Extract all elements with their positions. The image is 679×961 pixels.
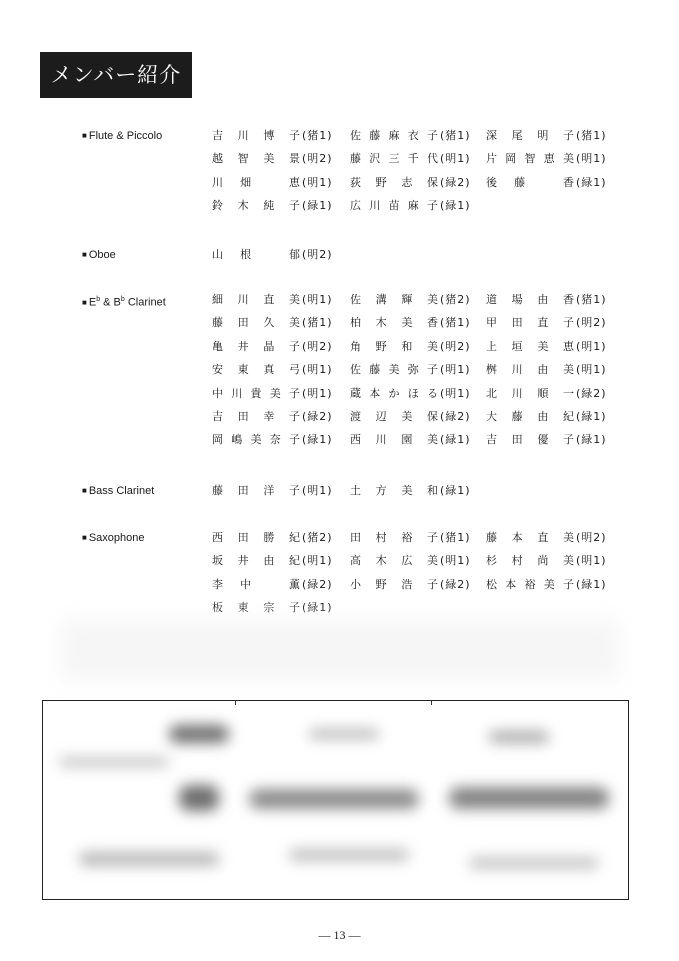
member-entry — [350, 288, 471, 311]
member-entry — [486, 288, 607, 311]
instrument-label — [82, 288, 166, 315]
bullet-square-icon: ■ — [82, 250, 87, 259]
member-name: 吉田優子 — [486, 433, 574, 447]
member-year: (猪1) — [440, 129, 471, 142]
member-name: 佐溝輝美 — [350, 293, 438, 306]
member-name: 吉川博子 — [212, 129, 300, 142]
member-year: (猪1) — [440, 316, 471, 330]
member-entry — [350, 479, 471, 502]
bullet-square-icon: ■ — [82, 297, 87, 307]
member-name: 板東宗子 — [212, 601, 300, 615]
member-year: (明1) — [302, 484, 333, 497]
instrument-name-part: Clarinet — [124, 296, 166, 309]
member-entry — [212, 573, 333, 596]
member-entry — [486, 147, 607, 170]
member-name: 田村裕子 — [350, 531, 438, 544]
member-year: (明2) — [440, 339, 471, 353]
instrument-label — [82, 124, 162, 148]
member-year: (明2) — [302, 339, 333, 353]
instrument-name-part: b — [96, 296, 101, 303]
member-entry — [350, 428, 471, 451]
member-name: 高木広美 — [350, 554, 438, 568]
member-entry — [212, 405, 333, 428]
member-year: (緑2) — [440, 410, 471, 423]
member-entry — [486, 124, 607, 147]
member-year: (明1) — [440, 152, 471, 166]
member-name: 片岡智恵美 — [486, 152, 574, 166]
member-year: (明1) — [576, 554, 607, 568]
faded-background-area — [60, 620, 620, 680]
member-entry — [212, 311, 333, 334]
instrument-name: Flute & Piccolo — [88, 130, 163, 142]
member-entry — [212, 288, 333, 311]
member-year: (明1) — [440, 363, 471, 377]
member-name: 甲田直子 — [486, 316, 574, 330]
member-year: (緑1) — [576, 433, 607, 447]
page-number: — 13 — — [318, 928, 361, 942]
member-year: (猪1) — [440, 531, 471, 544]
instrument-name-part: E — [88, 296, 97, 309]
member-year: (明1) — [302, 175, 333, 189]
member-name: 後藤 香 — [486, 175, 574, 189]
member-entry — [212, 428, 333, 451]
member-name: 李中 薫 — [212, 577, 300, 591]
member-entry — [486, 335, 607, 358]
member-year: (緑1) — [576, 577, 607, 591]
member-name: 佐藤美弥子 — [350, 363, 438, 377]
instrument-name-part: b — [120, 296, 125, 303]
member-entry — [212, 596, 333, 619]
member-name: 亀井晶子 — [212, 339, 300, 353]
member-name: 安東真弓 — [212, 363, 300, 377]
member-year: (緑2) — [440, 175, 471, 189]
member-name: 川畑 恵 — [212, 175, 300, 189]
instrument-label — [82, 243, 116, 267]
member-entry — [350, 573, 471, 596]
member-entry — [212, 194, 333, 217]
member-name: 藤田久美 — [212, 316, 300, 330]
member-year: (明1) — [302, 554, 333, 568]
member-entry — [486, 171, 607, 194]
member-year: (緑1) — [302, 199, 333, 213]
member-name: 北川順一 — [486, 386, 574, 400]
member-name: 大藤由紀 — [486, 410, 574, 423]
member-year: (緑1) — [576, 410, 607, 423]
member-entry — [350, 194, 471, 217]
member-year: (緑1) — [440, 484, 471, 497]
member-year: (明1) — [302, 386, 333, 400]
member-year: (明1) — [440, 554, 471, 568]
instrument-name: Bass Clarinet — [88, 485, 155, 497]
member-name: 土方美和 — [350, 484, 438, 497]
instrument-name-part: & B — [100, 296, 121, 309]
member-entry — [212, 526, 333, 549]
member-name: 中川貴美子 — [212, 386, 300, 400]
bullet-square-icon: ■ — [82, 486, 87, 495]
member-entry — [486, 358, 607, 381]
member-entry — [212, 358, 333, 381]
member-name: 広川苗麻子 — [350, 199, 438, 213]
member-entry — [212, 243, 333, 266]
member-name: 西川園美 — [350, 433, 438, 447]
member-entry — [350, 124, 471, 147]
member-year: (緑2) — [302, 410, 333, 423]
member-name: 藤本直美 — [486, 531, 574, 544]
bullet-square-icon: ■ — [82, 131, 87, 140]
member-entry — [350, 382, 471, 405]
member-entry — [350, 335, 471, 358]
member-entry — [350, 526, 471, 549]
member-entry — [350, 358, 471, 381]
member-entry — [486, 549, 607, 572]
member-year: (明1) — [302, 363, 333, 377]
member-year: (明1) — [440, 386, 471, 400]
member-entry — [350, 405, 471, 428]
member-entry — [212, 335, 333, 358]
member-name: 柏木美香 — [350, 316, 438, 330]
member-year: (明1) — [576, 363, 607, 377]
member-year: (明2) — [576, 316, 607, 330]
member-entry — [486, 382, 607, 405]
instrument-name: Oboe — [88, 249, 116, 261]
member-entry — [212, 479, 333, 502]
member-entry — [350, 171, 471, 194]
member-entry — [486, 526, 607, 549]
member-name: 吉田幸子 — [212, 410, 300, 423]
member-entry — [350, 147, 471, 170]
member-year: (明1) — [576, 152, 607, 166]
member-year: (猪2) — [302, 531, 333, 544]
member-year: (猪1) — [302, 129, 333, 142]
member-year: (緑1) — [440, 199, 471, 213]
member-entry — [486, 405, 607, 428]
member-year: (明2) — [302, 152, 333, 166]
member-entry — [486, 311, 607, 334]
member-year: (明1) — [302, 293, 333, 306]
member-year: (緑2) — [440, 577, 471, 591]
member-name: 渡辺美保 — [350, 410, 438, 423]
member-name: 細川直美 — [212, 293, 300, 306]
member-year: (猪2) — [440, 293, 471, 306]
member-name: 越智美景 — [212, 152, 300, 166]
member-year: (猪1) — [302, 316, 333, 330]
member-year: (緑2) — [302, 577, 333, 591]
member-name: 坂井由紀 — [212, 554, 300, 568]
member-name: 岡嶋美奈子 — [212, 433, 300, 447]
member-year: (明2) — [302, 248, 333, 261]
member-entry — [212, 147, 333, 170]
member-name: 鈴木純子 — [212, 199, 300, 213]
bullet-square-icon: ■ — [82, 533, 87, 542]
instrument-name: Saxophone — [88, 532, 145, 544]
member-year: (緑1) — [440, 433, 471, 447]
member-name: 上垣美恵 — [486, 339, 574, 353]
member-year: (緑2) — [576, 386, 607, 400]
member-name: 杉村尚美 — [486, 554, 574, 568]
blurred-advertisement-box — [42, 700, 629, 900]
member-name: 藤田洋子 — [212, 484, 300, 497]
member-entry — [212, 171, 333, 194]
member-name: 西田勝紀 — [212, 531, 300, 544]
instrument-label — [82, 526, 145, 550]
member-year: (猪1) — [576, 293, 607, 306]
member-name: 深尾明子 — [486, 129, 574, 142]
member-name: 山根 郁 — [212, 248, 300, 261]
member-year: (緑1) — [302, 601, 333, 615]
member-entry — [350, 311, 471, 334]
member-year: (明1) — [576, 339, 607, 353]
page-title: メンバー紹介 — [40, 52, 192, 98]
member-entry — [212, 382, 333, 405]
member-name: 藤沢三千代 — [350, 152, 438, 166]
member-name: 角野和美 — [350, 339, 438, 353]
member-name: 桝川由美 — [486, 363, 574, 377]
member-entry — [486, 573, 607, 596]
member-year: (緑1) — [576, 175, 607, 189]
member-year: (猪1) — [576, 129, 607, 142]
member-entry — [486, 428, 607, 451]
member-year: (明2) — [576, 531, 607, 544]
member-name: 松本裕美子 — [486, 577, 574, 591]
member-year: (緑1) — [302, 433, 333, 447]
member-name: 蔵本かほる — [350, 386, 438, 400]
member-name: 荻野志保 — [350, 175, 438, 189]
instrument-label — [82, 479, 154, 503]
member-name: 道場由香 — [486, 293, 574, 306]
member-entry — [350, 549, 471, 572]
member-entry — [212, 549, 333, 572]
member-entry — [212, 124, 333, 147]
member-name: 小野浩子 — [350, 577, 438, 591]
member-name: 佐藤麻衣子 — [350, 129, 438, 142]
